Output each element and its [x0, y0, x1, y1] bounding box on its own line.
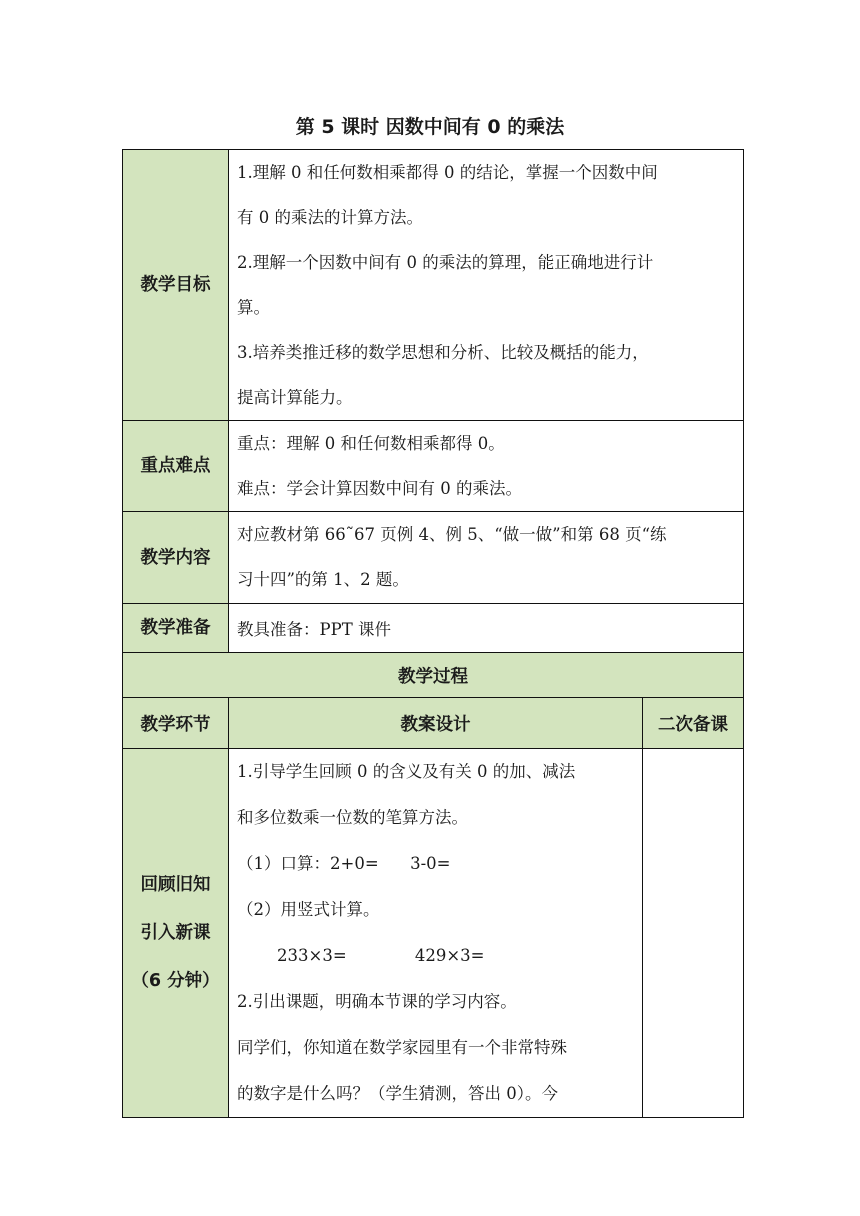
column-header-stage: 教学环节	[123, 698, 229, 749]
goals-line: 算。	[237, 298, 270, 317]
prep-label: 教学准备	[123, 604, 229, 653]
content-row	[123, 512, 744, 604]
page-title: 第 5 课时 因数中间有 0 的乘法	[295, 116, 565, 138]
process-line: 2.引出课题，明确本节课的学习内容。	[237, 992, 517, 1011]
key-points-content	[229, 421, 744, 512]
process-line: （2）用竖式计算。	[237, 900, 380, 919]
column-header-revision: 二次备课	[643, 698, 744, 749]
key-point-line: 重点：理解 0 和任何数相乘都得 0。	[237, 434, 505, 453]
stage-label-line: 引入新课	[140, 923, 211, 943]
process-columns-row	[123, 698, 744, 749]
goals-content	[229, 150, 744, 421]
goals-line: 2.理解一个因数中间有 0 的乘法的算理，能正确地进行计	[237, 253, 654, 272]
lesson-plan-table	[122, 149, 744, 1118]
process-line: 和多位数乘一位数的笔算方法。	[237, 808, 468, 827]
process-line: 1.引导学生回顾 0 的含义及有关 0 的加、减法	[237, 762, 576, 781]
goals-line: 1.理解 0 和任何数相乘都得 0 的结论，掌握一个因数中间	[237, 163, 658, 182]
prep-text: 教具准备：PPT 课件	[229, 604, 744, 653]
review-stage-content	[229, 749, 643, 1118]
goals-row	[123, 150, 744, 421]
vertical-calc-line: 233×3= 429×3=	[277, 946, 485, 965]
content-line: 对应教材第 66˜67 页例 4、例 5、“做一做”和第 68 页“练	[237, 525, 667, 544]
content-line: 习十四”的第 1、2 题。	[237, 570, 409, 589]
goals-line: 有 0 的乘法的计算方法。	[237, 208, 423, 227]
oral-calc-line: （1）口算：2+0= 3-0=	[237, 854, 451, 873]
revision-cell	[643, 749, 744, 1118]
content-text	[229, 512, 744, 604]
review-stage-row	[123, 749, 744, 1118]
prep-row	[123, 604, 744, 653]
stage-label-line: 回顾旧知	[140, 875, 211, 895]
goals-label: 教学目标	[123, 150, 229, 421]
key-points-row	[123, 421, 744, 512]
key-points-label: 重点难点	[123, 421, 229, 512]
goals-line: 3.培养类推迁移的数学思想和分析、比较及概括的能力，	[237, 343, 649, 362]
stage-duration: （6 分钟）	[131, 971, 220, 991]
goals-line: 提高计算能力。	[237, 388, 353, 407]
process-line: 同学们，你知道在数学家园里有一个非常特殊	[237, 1038, 567, 1057]
review-stage-label	[123, 749, 229, 1118]
process-line: 的数字是什么吗？（学生猜测，答出 0）。今	[237, 1084, 558, 1103]
process-heading-row	[123, 653, 744, 698]
content-label: 教学内容	[123, 512, 229, 604]
process-heading: 教学过程	[123, 653, 744, 698]
column-header-design: 教案设计	[229, 698, 643, 749]
difficult-point-line: 难点：学会计算因数中间有 0 的乘法。	[237, 479, 522, 498]
